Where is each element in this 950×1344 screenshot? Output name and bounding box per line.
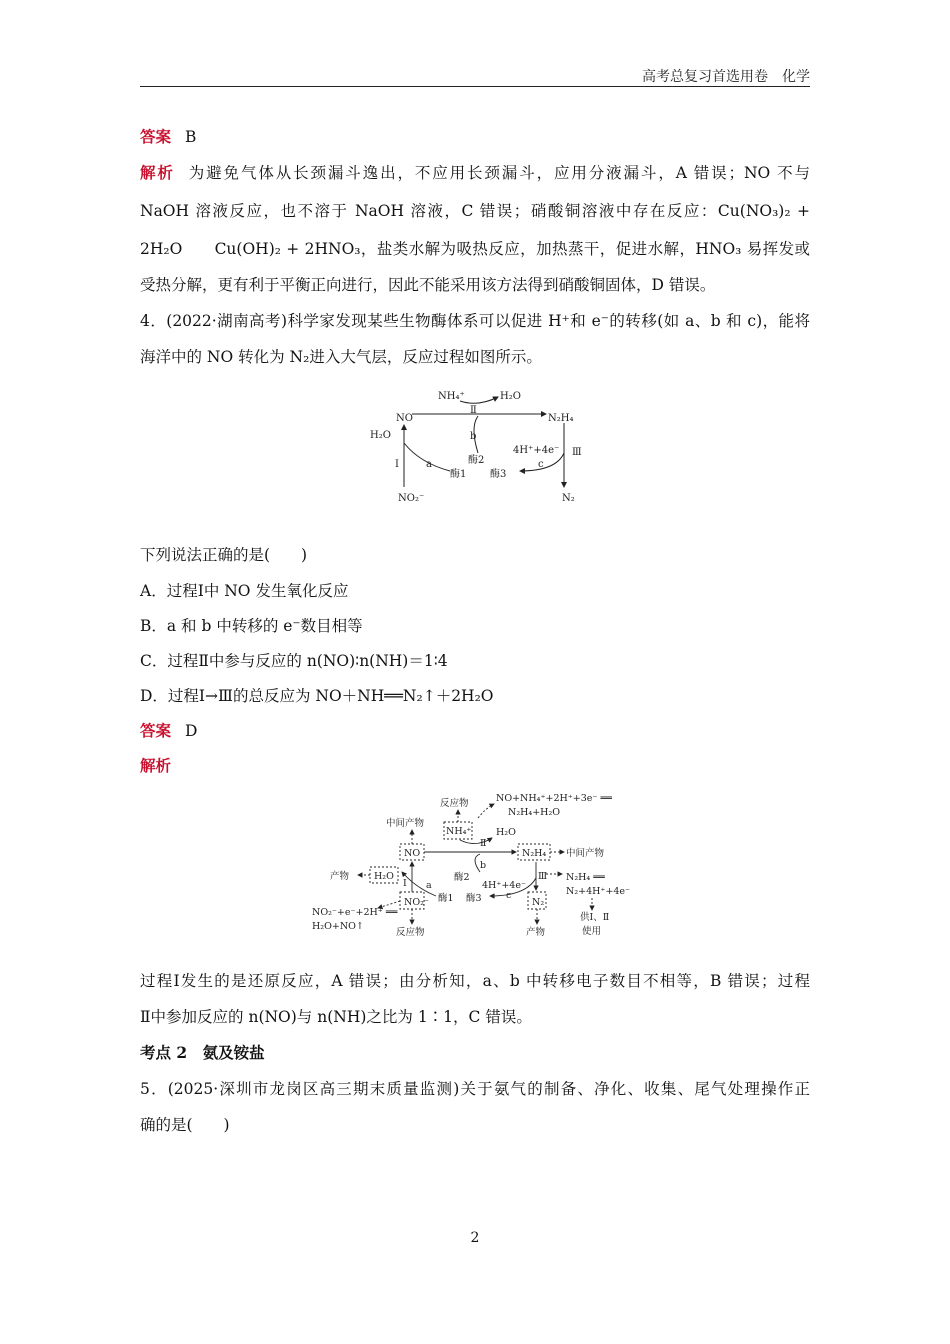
q3-answer [140, 118, 810, 156]
q3-analysis-line-1 [140, 154, 810, 192]
option-b: B．a 和 b 中转移的 e⁻数目相等 [140, 617, 363, 635]
enzyme-3: 酶3 [490, 469, 507, 480]
eq-right-1: N₂H₄ ══ [566, 872, 605, 883]
eq-left-1: NO₂⁻+e⁻+2H⁺ ══ [312, 907, 398, 918]
header-rule [140, 86, 810, 87]
roman-3: Ⅲ [538, 871, 548, 882]
q5-stem-line-1: 5．(2025·深圳市龙岗区高三期末质量监测)关于氨气的制备、净化、收集、尾气处理操作正 [140, 1080, 810, 1098]
c-label: c [538, 459, 544, 470]
intermediate-left: 中间产物 [386, 818, 425, 829]
q4-stem-line-2: 海洋中的 NO 转化为 N₂进入大气层，反应过程如图所示。 [140, 348, 542, 366]
supply-1: 供Ⅰ、Ⅱ [580, 912, 610, 923]
nh4-box-label: NH₄⁺ [446, 826, 472, 837]
reactant-bottom: 反应物 [396, 927, 425, 938]
section-heading: 考点 2 氨及铵盐 [140, 1043, 265, 1062]
page-header: 高考总复习首选用卷 化学 [642, 69, 810, 85]
intermediate-right: 中间产物 [566, 848, 605, 859]
reaction-diagram-1 [360, 383, 600, 511]
answer-label: 答案 [140, 127, 172, 146]
option-d: D．过程Ⅰ→Ⅲ的总反应为 NO＋NH══N₂↑＋2H₂O [140, 687, 494, 705]
q4-analysis-label-line [140, 747, 810, 785]
page-number: 2 [470, 1230, 480, 1246]
enzyme-2: 酶2 [468, 455, 485, 466]
answer-value: D [185, 722, 198, 740]
h2o-box-label: H₂O [374, 871, 394, 882]
q4-answer [140, 712, 810, 750]
q3-analysis-line-2: NaOH 溶液反应，也不溶于 NaOH 溶液，C 错误；硝酸铜溶液中存在反应：Cu(NO₃)₂ + [140, 202, 810, 220]
eq-top-2: N₂H₄+H₂O [508, 807, 561, 818]
answer-label: 答案 [140, 721, 172, 740]
no-label: NO [396, 413, 413, 424]
roman-2: Ⅱ [470, 405, 477, 416]
n2h4-box-label: N₂H₄ [522, 848, 547, 859]
answer-value: B [185, 128, 197, 146]
a-label: a [426, 880, 432, 891]
no2-label: NO₂⁻ [398, 493, 425, 504]
enzyme-1: 酶1 [450, 469, 467, 480]
no-box-label: NO [404, 848, 421, 859]
roman-3: Ⅲ [572, 447, 582, 458]
h2o-left-label: H₂O [370, 430, 391, 441]
reactant-top: 反应物 [440, 798, 469, 809]
enzyme-1: 酶1 [438, 893, 454, 904]
q3-analysis-line-4: 受热分解，更有利于平衡正向进行，因此不能采用该方法得到硝酸铜固体，D 错误。 [140, 276, 716, 294]
reaction-diagram-2 [310, 788, 660, 946]
q4-analysis-line-2: Ⅱ中参加反应的 n(NO)与 n(NH)之比为 1∶1，C 错误。 [140, 1008, 532, 1026]
option-a: A．过程Ⅰ中 NO 发生氧化反应 [140, 582, 349, 600]
product-bottom: 产物 [526, 927, 546, 938]
a-label: a [426, 459, 432, 470]
h-e-label: 4H⁺+4e⁻ [513, 445, 560, 456]
h2o-mid: H₂O [496, 827, 516, 838]
eq-left-2: H₂O+NO↑ [312, 921, 364, 932]
eq-right-2: N₂+4H⁺+4e⁻ [566, 886, 631, 897]
option-c: C．过程Ⅱ中参与反应的 n(NO)∶n(NH)＝1∶4 [140, 652, 448, 670]
nh4-label: NH₄⁺ [438, 391, 465, 402]
product-left: 产物 [330, 871, 350, 882]
b-label: b [470, 431, 477, 442]
supply-2: 使用 [582, 926, 602, 937]
enzyme-2: 酶2 [454, 872, 470, 883]
h2o-top-label: H₂O [500, 391, 521, 402]
n2-box-label: N₂ [532, 897, 545, 908]
q4-analysis-line-1: 过程Ⅰ发生的是还原反应，A 错误；由分析知，a、b 中转移电子数目不相等，B 错误；过程 [140, 972, 810, 990]
n2h4-label: N₂H₄ [548, 413, 574, 424]
enzyme-3: 酶3 [466, 893, 482, 904]
no2-box-label: NO₂⁻ [404, 897, 429, 908]
q4-stem-line-1: 4．(2022·湖南高考)科学家发现某些生物酶体系可以促进 H⁺和 e⁻的转移(如 a、b 和 c)，能将 [140, 312, 810, 330]
roman-1: Ⅰ [395, 459, 399, 470]
analysis-text: 为避免气体从长颈漏斗逸出，不应用长颈漏斗，应用分液漏斗，A 错误；NO 不与 [188, 164, 810, 182]
h-e-label: 4H⁺+4e⁻ [482, 880, 526, 891]
c-label: c [506, 890, 512, 901]
roman-1: Ⅰ [403, 878, 407, 889]
b-label: b [480, 860, 487, 871]
q3-analysis-line-3: 2H₂O Cu(OH)₂ + 2HNO₃，盐类水解为吸热反应，加热蒸干，促进水解，HNO₃ 易挥发或 [140, 240, 810, 258]
q5-stem-line-2: 确的是( ) [140, 1116, 230, 1134]
q4-question: 下列说法正确的是( ) [140, 546, 308, 564]
roman-2: Ⅱ [480, 838, 487, 849]
analysis-label: 解析 [140, 163, 175, 182]
eq-top-1: NO+NH₄⁺+2H⁺+3e⁻ ══ [496, 793, 612, 804]
analysis-label: 解析 [140, 756, 172, 775]
n2-label: N₂ [562, 493, 575, 504]
